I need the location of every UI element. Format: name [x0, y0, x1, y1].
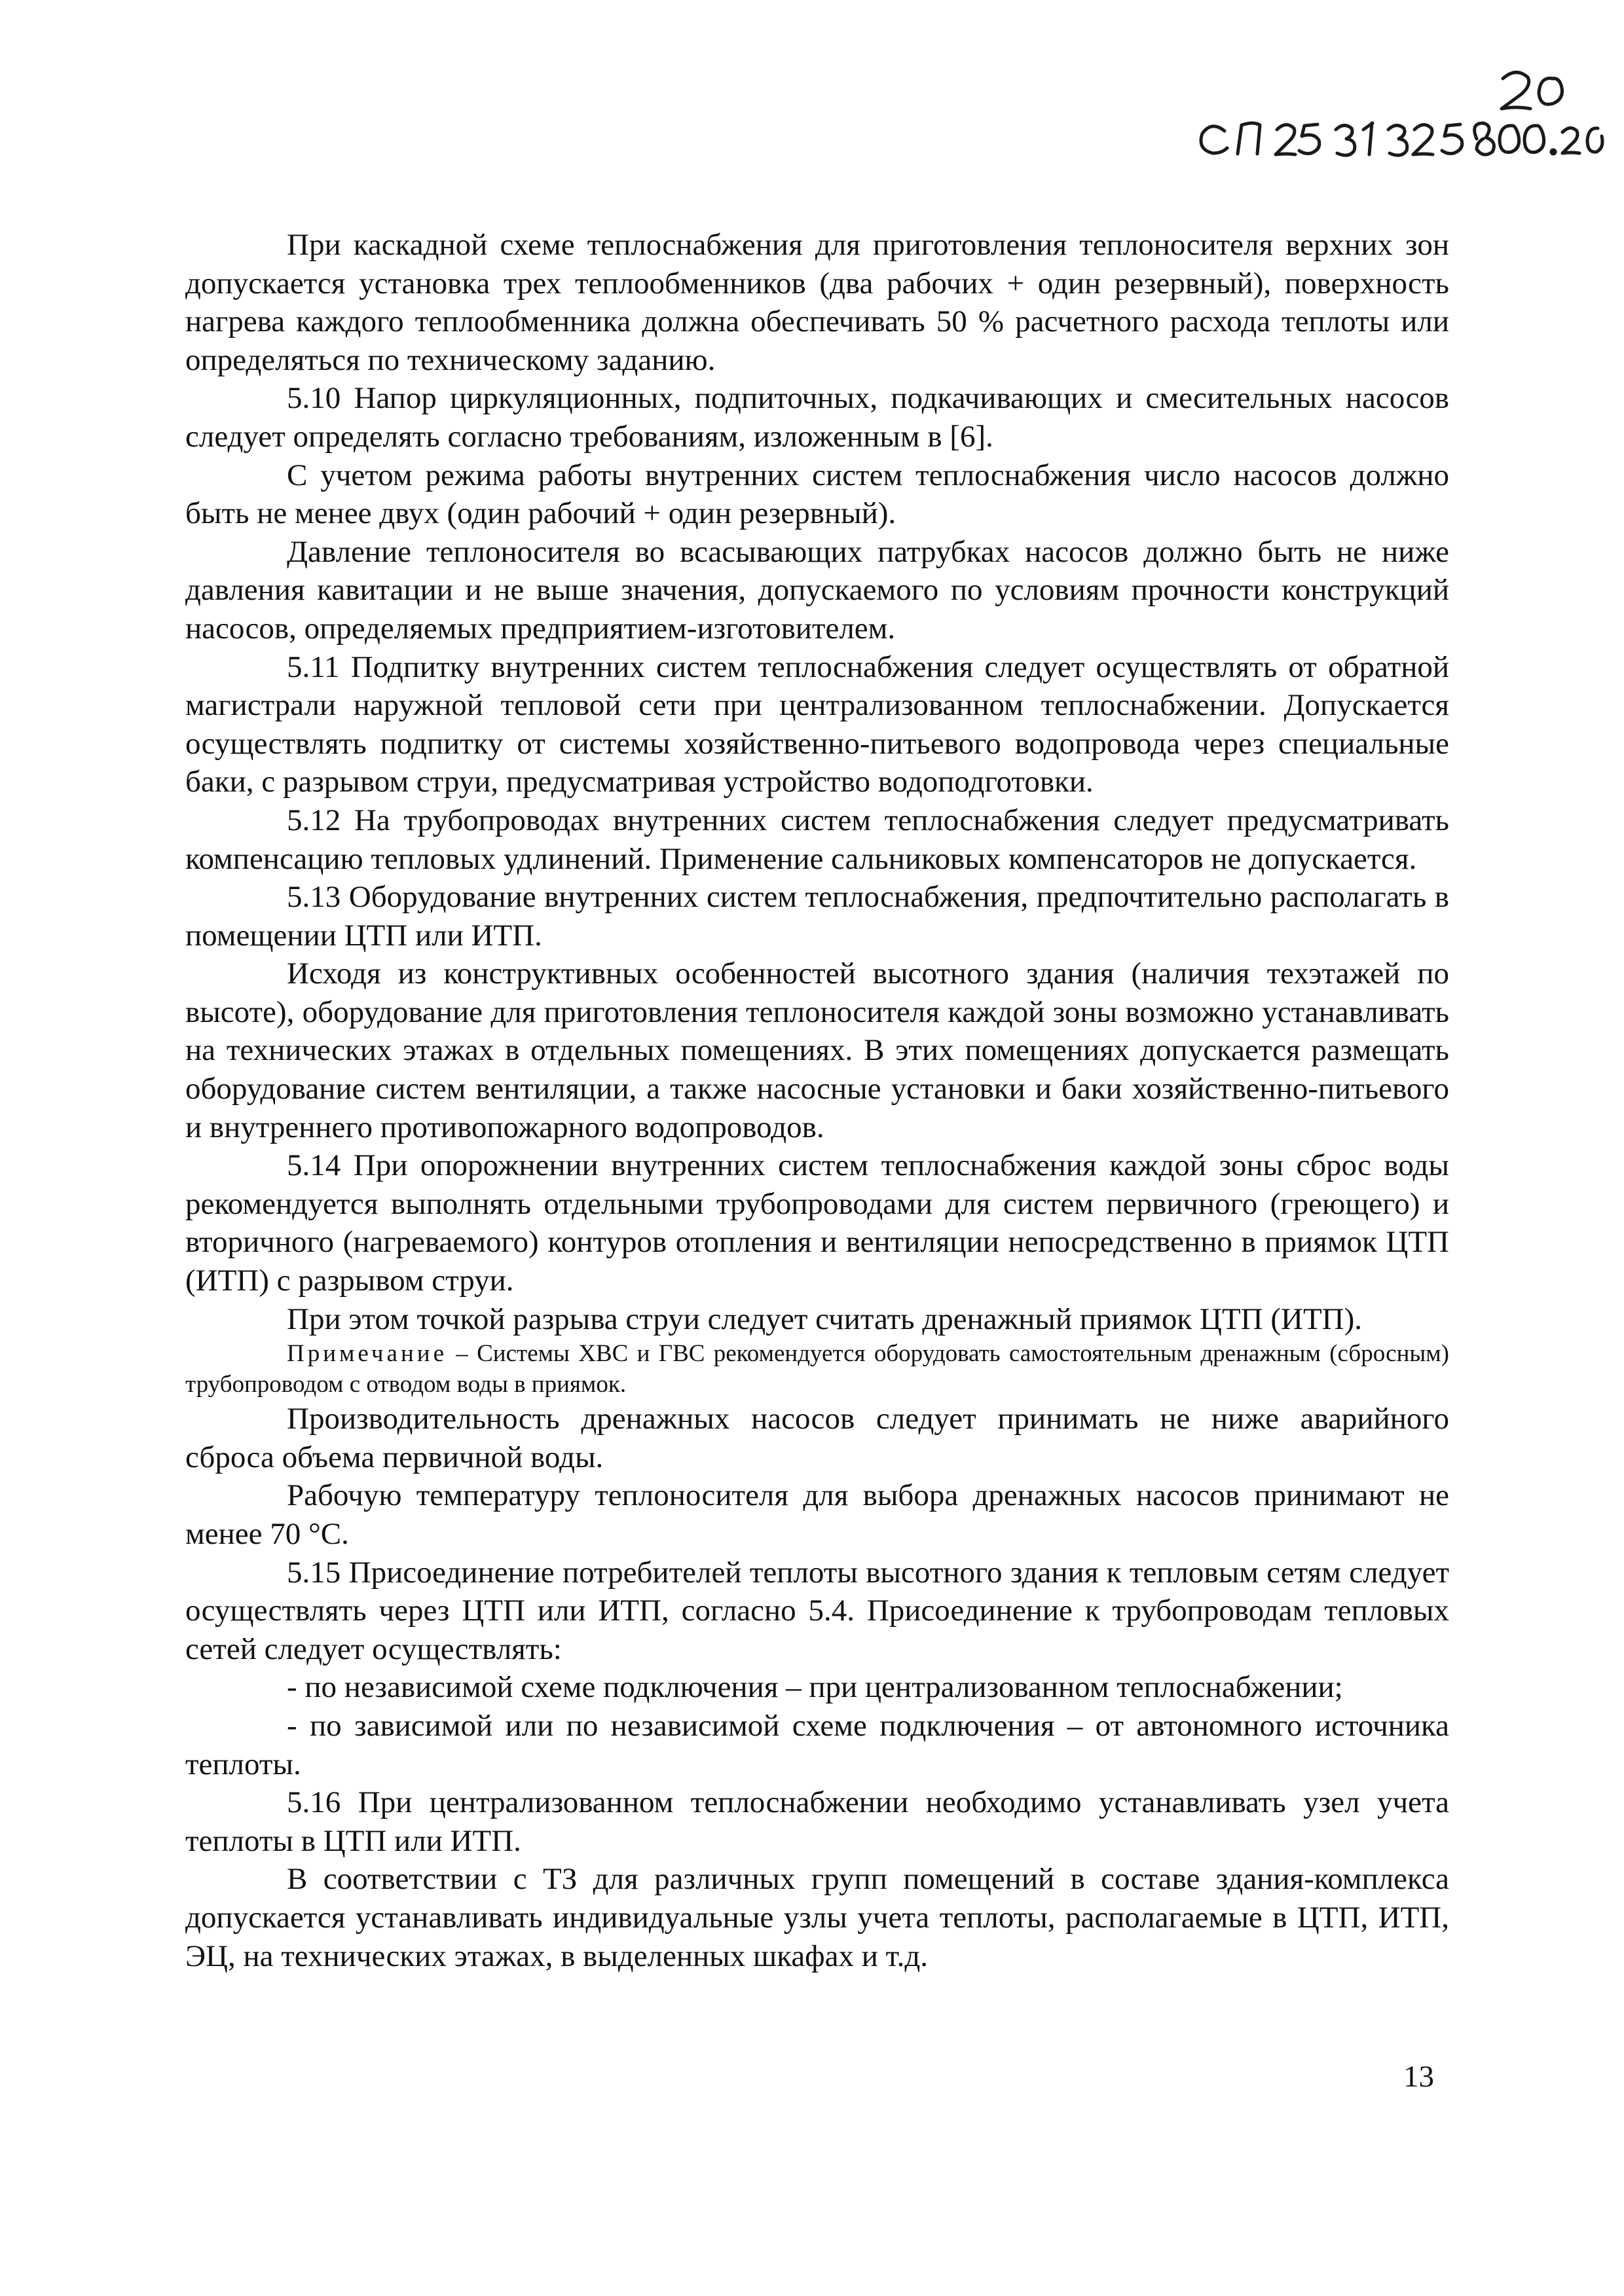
handwritten-signature-icon [1146, 52, 1604, 183]
note-text: Системы ХВС и ГВС рекомендуется оборудовать самостоятельным дренажным (сбросным) трубопроводом с отводом воды в приямок. [185, 1340, 1450, 1398]
paragraph: 5.13 Оборудование внутренних систем теплоснабжения, предпочтительно располагать в помещении ЦТП или ИТП. [185, 880, 1449, 953]
document-body [185, 226, 1449, 1975]
paragraph: 5.10 Напор циркуляционных, подпиточных, подкачивающих и смесительных насосов следует определять согласно требованиям, изложенным в [6]. [185, 381, 1449, 454]
paragraph: С учетом режима работы внутренних систем теплоснабжения число насосов должно быть не менее двух (один рабочий + один резервный). [185, 458, 1449, 531]
page-number: 13 [1403, 2060, 1434, 2094]
paragraph: 5.12 На трубопроводах внутренних систем теплоснабжения следует предусматривать компенсацию тепловых удлинений. Применение сальниковых компенсаторов не допускается. [185, 803, 1449, 876]
handwritten-annotation [1146, 52, 1604, 183]
paragraph: При этом точкой разрыва струи следует считать дренажный приямок ЦТП (ИТП). [287, 1302, 1362, 1336]
paragraph: Давление теплоносителя во всасывающих патрубках насосов должно быть не ниже давления кавитации и не выше значения, допускаемого по условиям прочности конструкций насосов, определяемых предприятием-изготовителем. [185, 534, 1449, 646]
note [185, 1338, 1449, 1400]
list-item: - по независимой схеме подключения – при централизованном теплоснабжении; [287, 1670, 1343, 1705]
note-label: Примечание [287, 1340, 447, 1368]
paragraph: 5.11 Подпитку внутренних систем теплоснабжения следует осуществлять от обратной магистрали наружной тепловой сети при централизованном теплоснабжении. Допускается осуществлять подпитку от системы хозяйственно-питьевого водопровода через специальные баки, с разрывом струи, предусматривая устройство водоподготовки. [185, 649, 1449, 799]
paragraph: 5.15 Присоединение потребителей теплоты высотного здания к тепловым сетям следует осуществлять через ЦТП или ИТП, согласно 5.4. Присоединение к трубопроводам тепловых сетей следует осуществлять: [185, 1555, 1449, 1666]
note-dash: – [447, 1340, 477, 1368]
paragraph: 5.16 При централизованном теплоснабжении необходимо устанавливать узел учета теплоты в ЦТП или ИТП. [185, 1785, 1449, 1858]
paragraph: Производительность дренажных насосов следует принимать не ниже аварийного сброса объема первичной воды. [185, 1402, 1449, 1474]
paragraph: При каскадной схеме теплоснабжения для приготовления теплоносителя верхних зон допускается установка трех теплообменников (два рабочих + один резервный), поверхность нагрева каждого теплообменника должна обеспечивать 50 % расчетного расхода теплоты или определяться по техническому заданию. [185, 228, 1449, 377]
paragraph: Рабочую температуру теплоносителя для выбора дренажных насосов принимают не менее 70 °С. [185, 1478, 1449, 1551]
list-item: - по зависимой или по независимой схеме подключения – от автономного источника теплоты. [185, 1708, 1449, 1781]
paragraph: 5.14 При опорожнении внутренних систем теплоснабжения каждой зоны сброс воды рекомендуется выполнять отдельными трубопроводами для систем первичного (греющего) и вторичного (нагреваемого) контуров отопления и вентиляции непосредственно в приямок ЦТП (ИТП) с разрывом струи. [185, 1148, 1449, 1298]
paragraph: Исходя из конструктивных особенностей высотного здания (наличия техэтажей по высоте), оборудование для приготовления теплоносителя каждой зоны возможно устанавливать на технических этажах в отдельных помещениях. В этих помещениях допускается размещать оборудование систем вентиляции, а также насосные установки и баки хозяйственно-питьевого и внутреннего противопожарного водопроводов. [185, 957, 1449, 1144]
paragraph: В соответствии с ТЗ для различных групп помещений в составе здания-комплекса допускается устанавливать индивидуальные узлы учета теплоты, располагаемые в ЦТП, ИТП, ЭЦ, на технических этажах, в выделенных шкафах и т.д. [185, 1862, 1449, 1973]
